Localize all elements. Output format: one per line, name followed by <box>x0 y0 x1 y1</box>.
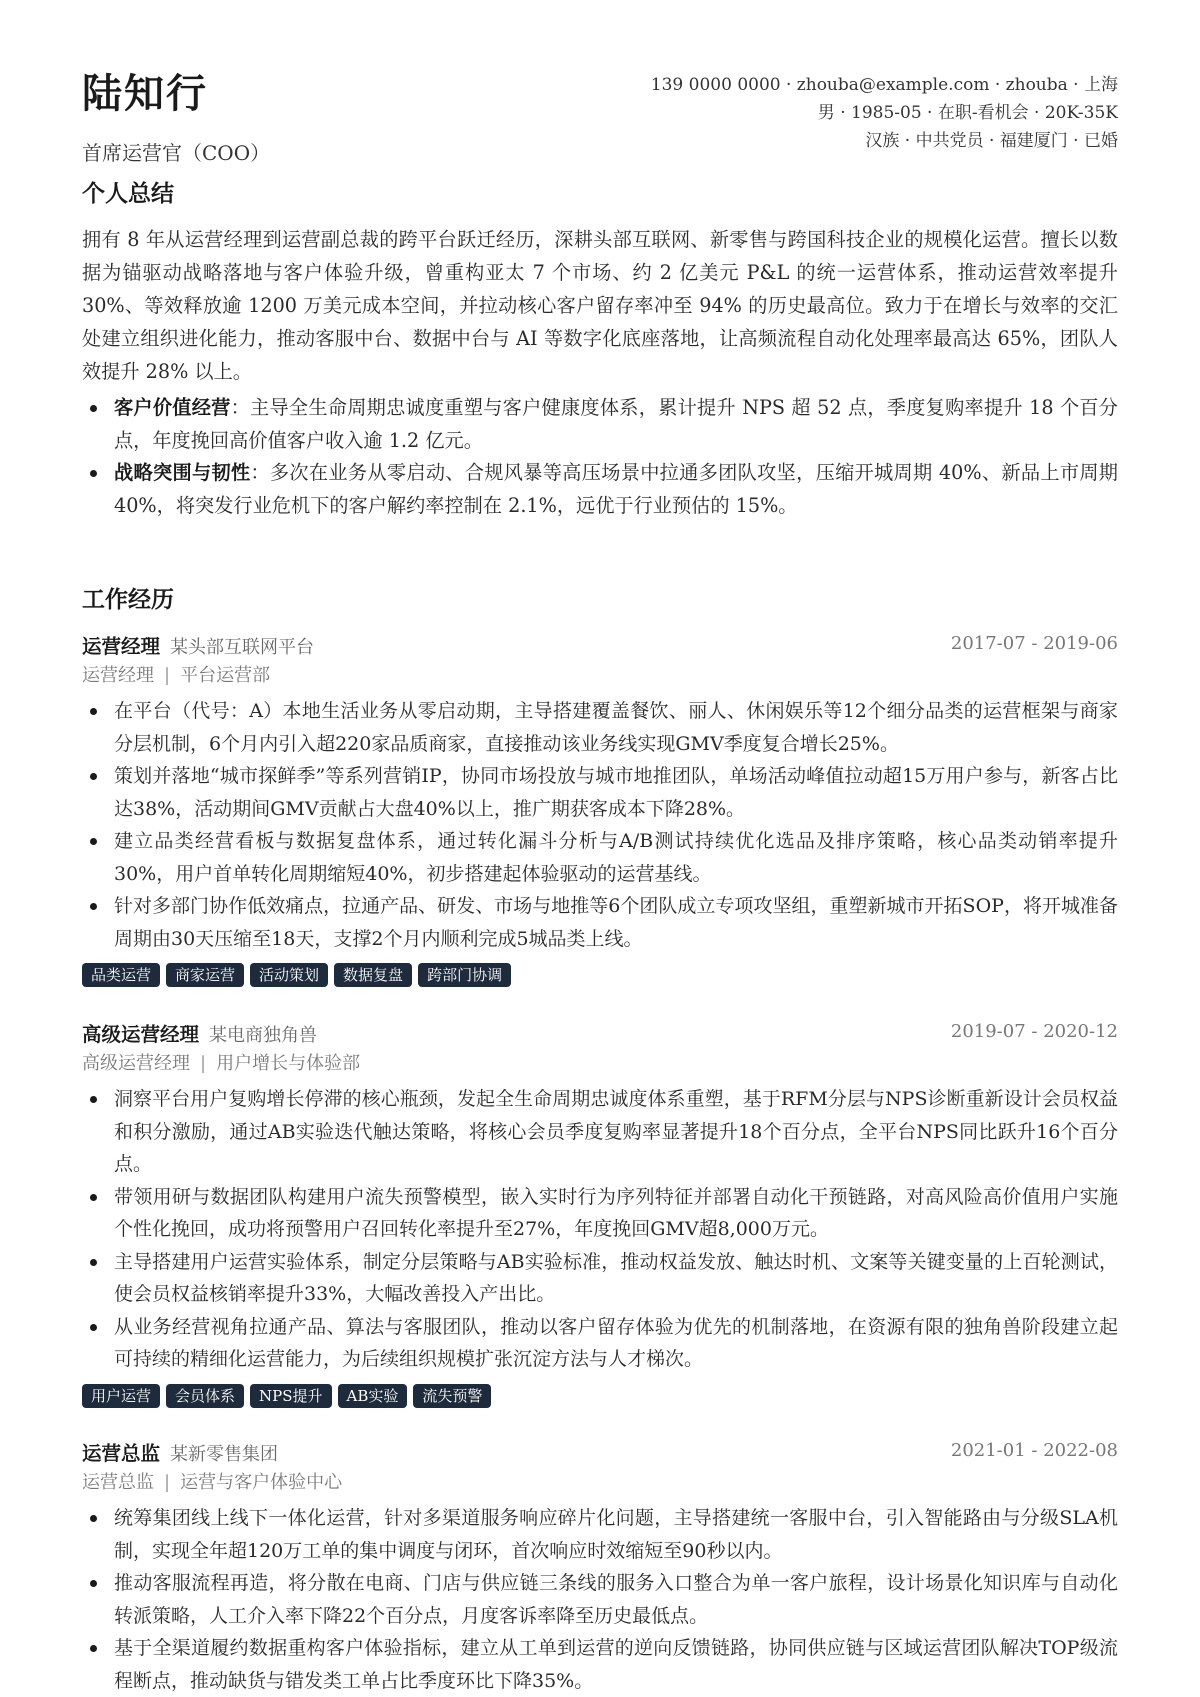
summary-heading: 个人总结 <box>82 180 174 207</box>
bullet-dot-icon <box>90 708 97 715</box>
job-department: 用户增长与体验部 <box>216 1053 361 1074</box>
bullet-dot-icon <box>90 903 97 910</box>
resume-header <box>82 0 1118 180</box>
job-bullet-text: 在平台（代号：A）本地生活业务从零启动期，主导搭建覆盖餐饮、丽人、休闲娱乐等12个细分品类的运营框架与商家分层机制，6个月内引入超220家品质商家，直接推动该业务线实现GMV季度复合增长25%。 <box>114 700 1118 755</box>
job-department: 平台运营部 <box>180 665 271 686</box>
job-sub-separator: | <box>164 1472 171 1493</box>
job-entry <box>82 1438 1118 1697</box>
job-subtitle <box>82 1468 1118 1502</box>
bullet-dot-icon <box>90 1645 97 1652</box>
job-header <box>82 1438 1118 1468</box>
skill-tag: 活动策划 <box>250 963 328 987</box>
job-dates: 2021-01 - 2022-08 <box>950 1440 1118 1461</box>
job-bullets <box>82 1502 1118 1697</box>
job-bullet-text: 洞察平台用户复购增长停滞的核心瓶颈，发起全生命周期忠诚度体系重塑，基于RFM分层与NPS诊断重新设计会员权益和积分激励，通过AB实验迭代触达策略，将核心会员季度复购率显著提升18个百分点，全平台NPS同比跃升16个百分点。 <box>114 1088 1118 1175</box>
bullet-label: 战略突围与韧性 <box>114 461 251 484</box>
job-header <box>82 631 1118 661</box>
work-heading: 工作经历 <box>82 586 174 613</box>
job-subtitle <box>82 661 1118 695</box>
skill-tag: 会员体系 <box>166 1384 244 1408</box>
skill-tag: 用户运营 <box>82 1384 160 1408</box>
bullet-text: ：多次在业务从零启动、合规风暴等高压场景中拉通多团队攻坚，压缩开城周期 40%、新品上市周期 40%，将突发行业危机下的客户解约率控制在 2.1%，远优于行业预估的 15%。 <box>114 461 1118 517</box>
job-role: 运营经理 <box>82 635 161 658</box>
contact-line: 汉族 · 中共党员 · 福建厦门 · 已婚 <box>865 131 1118 151</box>
job-role: 运营总监 <box>82 1442 161 1465</box>
job-bullet-text: 带领用研与数据团队构建用户流失预警模型，嵌入实时行为序列特征并部署自动化干预链路，对高风险高价值用户实施个性化挽回，成功将预警用户召回转化率提升至27%，年度挽回GMV超8,000万元。 <box>114 1185 1118 1240</box>
bullet-text: ：主导全生命周期忠诚度重塑与客户健康度体系，累计提升 NPS 超 52 点，季度复购率提升 18 个百分点，年度挽回高价值客户收入逾 1.2 亿元。 <box>114 396 1118 452</box>
job-sub-role: 高级运营经理 <box>82 1053 190 1074</box>
job-bullet <box>82 695 1118 760</box>
job-bullet <box>82 1311 1118 1376</box>
job-bullet-text: 推动客服流程再造，将分散在电商、门店与供应链三条线的服务入口整合为单一客户旅程，设计场景化知识库与自动化转派策略，人工介入率下降22个百分点，月度客诉率降至历史最低点。 <box>114 1572 1118 1627</box>
job-bullet-text: 主导搭建用户运营实验体系，制定分层策略与AB实验标准，推动权益发放、触达时机、文案等关键变量的上百轮测试，使会员权益核销率提升33%，大幅改善投入产出比。 <box>114 1250 1118 1305</box>
job-bullet-text: 统筹集团线上线下一体化运营，针对多渠道服务响应碎片化问题，主导搭建统一客服中台，引入智能路由与分级SLA机制，实现全年超120万工单的集中调度与闭环，首次响应时效缩短至90秒以内。 <box>114 1507 1118 1562</box>
job-sub-separator: | <box>200 1053 207 1074</box>
job-subtitle <box>82 1049 1118 1083</box>
job-header <box>82 1019 1118 1049</box>
job-entry <box>82 631 1118 987</box>
candidate-name: 陆知行 <box>82 70 208 117</box>
skill-tag: 流失预警 <box>413 1384 491 1408</box>
bullet-dot-icon <box>90 773 97 780</box>
job-company: 某电商独角兽 <box>209 1025 318 1046</box>
summary-bullets <box>82 392 1118 522</box>
summary-bullet <box>82 392 1118 457</box>
skill-tags <box>82 1384 1118 1408</box>
job-dates: 2019-07 - 2020-12 <box>950 1021 1118 1042</box>
job-company: 某新零售集团 <box>170 1444 279 1465</box>
summary-bullet <box>82 457 1118 522</box>
contact-line: 139 0000 0000 · zhouba@example.com · zhouba · 上海 <box>650 75 1118 95</box>
bullet-dot-icon <box>90 470 97 477</box>
job-bullets <box>82 1083 1118 1376</box>
job-entry <box>82 1019 1118 1408</box>
skill-tag: 品类运营 <box>82 963 160 987</box>
job-bullet-text: 从业务经营视角拉通产品、算法与客服团队，推动以客户留存体验为优先的机制落地，在资源有限的独角兽阶段建立起可持续的精细化运营能力，为后续组织规模扩张沉淀方法与人才梯次。 <box>114 1315 1118 1370</box>
job-company: 某头部互联网平台 <box>170 637 315 658</box>
skill-tag: 跨部门协调 <box>418 963 511 987</box>
job-bullet <box>82 825 1118 890</box>
contact-info <box>651 71 1118 155</box>
bullet-dot-icon <box>90 405 97 412</box>
job-bullet-text: 策划并落地“城市探鲜季”等系列营销IP，协同市场投放与城市地推团队，单场活动峰值拉动超15万用户参与，新客占比达38%，活动期间GMV贡献占大盘40%以上，推广期获客成本下降28%。 <box>114 765 1118 820</box>
bullet-dot-icon <box>90 1194 97 1201</box>
job-bullet <box>82 1567 1118 1632</box>
job-sub-role: 运营总监 <box>82 1472 154 1493</box>
job-dates: 2017-07 - 2019-06 <box>950 633 1118 654</box>
job-bullet-text: 基于全渠道履约数据重构客户体验指标，建立从工单到运营的逆向反馈链路，协同供应链与区域运营团队解决TOP级流程断点，推动缺货与错发类工单占比季度环比下降35%。 <box>114 1637 1118 1692</box>
bullet-dot-icon <box>90 1515 97 1522</box>
job-bullet <box>82 1181 1118 1246</box>
bullet-dot-icon <box>90 1096 97 1103</box>
contact-line: 男 · 1985-05 · 在职-看机会 · 20K-35K <box>817 103 1118 123</box>
skill-tag: 数据复盘 <box>334 963 412 987</box>
job-sub-separator: | <box>164 665 171 686</box>
job-bullets <box>82 695 1118 955</box>
skill-tag: AB实验 <box>338 1384 408 1408</box>
job-bullet <box>82 1246 1118 1311</box>
job-bullet-text: 针对多部门协作低效痛点，拉通产品、研发、市场与地推等6个团队成立专项攻坚组，重塑新城市开拓SOP，将开城准备周期由30天压缩至18天，支撑2个月内顺利完成5城品类上线。 <box>114 895 1118 950</box>
job-bullet <box>82 890 1118 955</box>
summary-paragraph: 拥有 8 年从运营经理到运营副总裁的跨平台跃迁经历，深耕头部互联网、新零售与跨国科技企业的规模化运营。擅长以数据为锚驱动战略落地与客户体验升级，曾重构亚太 7 个市场、约 2 亿美元 P&L 的统一运营体系，推动运营效率提升 30%、等效释放逾 1200 万美元成本空间，并拉动核心客户留存率冲至 94% 的历史最高位。致力于在增长与效率的交汇处建立组织进化能力，推动客服中台、数据中台与 AI 等数字化底座落地，让高频流程自动化处理率最高达 65%，团队人效提升 28% 以上。 <box>82 228 1118 383</box>
job-bullet <box>82 1502 1118 1567</box>
job-bullet <box>82 1632 1118 1697</box>
job-bullet-text: 建立品类经营看板与数据复盘体系，通过转化漏斗分析与A/B测试持续优化选品及排序策略，核心品类动销率提升30%，用户首单转化周期缩短40%，初步搭建起体验驱动的运营基线。 <box>114 830 1118 885</box>
job-bullet <box>82 1083 1118 1181</box>
bullet-dot-icon <box>90 1324 97 1331</box>
skill-tag: 商家运营 <box>166 963 244 987</box>
skill-tags <box>82 963 1118 987</box>
job-role: 高级运营经理 <box>82 1023 200 1046</box>
bullet-label: 客户价值经营 <box>114 396 231 419</box>
job-sub-role: 运营经理 <box>82 665 154 686</box>
bullet-dot-icon <box>90 838 97 845</box>
candidate-title: 首席运营官（COO） <box>82 141 271 165</box>
job-department: 运营与客户体验中心 <box>180 1472 343 1493</box>
skill-tag: NPS提升 <box>250 1384 332 1408</box>
summary-section <box>82 223 1118 522</box>
job-bullet <box>82 760 1118 825</box>
bullet-dot-icon <box>90 1580 97 1587</box>
bullet-dot-icon <box>90 1259 97 1266</box>
